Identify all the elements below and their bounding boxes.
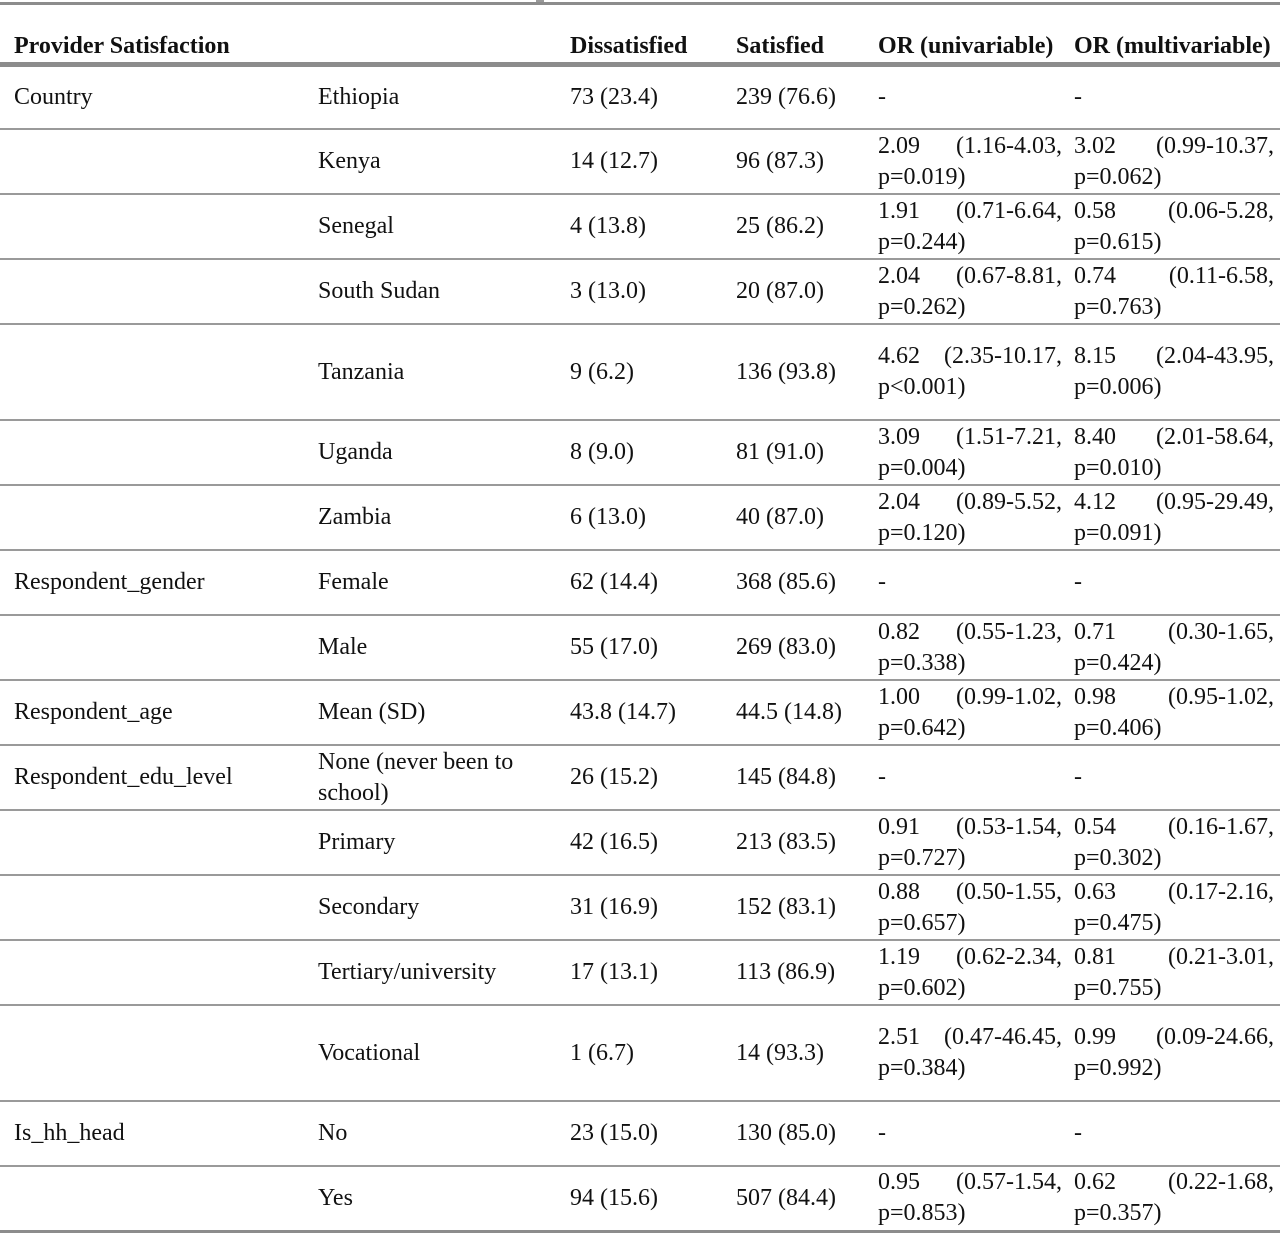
cell-variable: [0, 1166, 312, 1231]
cell-dissatisfied: 62 (14.4): [564, 550, 730, 615]
cell-or-multivariable: 3.02 (0.99-10.37, p=0.062): [1068, 129, 1280, 194]
cell-satisfied: 239 (76.6): [730, 64, 872, 129]
table-row: [0, 1166, 1280, 1231]
table-row: [0, 940, 1280, 1005]
cell-level: Secondary: [312, 875, 564, 940]
cell-dissatisfied: 23 (15.0): [564, 1101, 730, 1166]
cell-variable: [0, 259, 312, 324]
cell-satisfied: 269 (83.0): [730, 615, 872, 680]
cell-satisfied: 25 (86.2): [730, 194, 872, 259]
cell-level: Kenya: [312, 129, 564, 194]
cell-dissatisfied: 73 (23.4): [564, 64, 730, 129]
cell-satisfied: 96 (87.3): [730, 129, 872, 194]
cell-or-multivariable: 4.12 (0.95-29.49, p=0.091): [1068, 485, 1280, 550]
cell-satisfied: 14 (93.3): [730, 1005, 872, 1101]
cell-level: Zambia: [312, 485, 564, 550]
cell-or-univariable: 0.88 (0.50-1.55, p=0.657): [872, 875, 1068, 940]
cell-variable: [0, 1005, 312, 1101]
cell-dissatisfied: 55 (17.0): [564, 615, 730, 680]
cell-dissatisfied: 26 (15.2): [564, 745, 730, 810]
cell-or-univariable: 0.91 (0.53-1.54, p=0.727): [872, 810, 1068, 875]
cell-or-univariable: 0.95 (0.57-1.54, p=0.853): [872, 1166, 1068, 1231]
cell-variable: [0, 810, 312, 875]
cell-or-multivariable: 0.71 (0.30-1.65, p=0.424): [1068, 615, 1280, 680]
cell-level: Uganda: [312, 420, 564, 485]
cell-variable: [0, 420, 312, 485]
cell-dissatisfied: 31 (16.9): [564, 875, 730, 940]
cell-variable: Respondent_gender: [0, 550, 312, 615]
table-row: [0, 1005, 1280, 1101]
cell-or-multivariable: 0.62 (0.22-1.68, p=0.357): [1068, 1166, 1280, 1231]
cell-or-univariable: -: [872, 745, 1068, 810]
cell-satisfied: 20 (87.0): [730, 259, 872, 324]
cell-satisfied: 44.5 (14.8): [730, 680, 872, 745]
table-row: [0, 745, 1280, 810]
cell-variable: Respondent_age: [0, 680, 312, 745]
cell-or-univariable: 2.51 (0.47-46.45, p=0.384): [872, 1005, 1068, 1101]
table-row: [0, 485, 1280, 550]
cell-or-univariable: 1.00 (0.99-1.02, p=0.642): [872, 680, 1068, 745]
cell-level: South Sudan: [312, 259, 564, 324]
cell-level: Vocational: [312, 1005, 564, 1101]
cell-or-univariable: 3.09 (1.51-7.21, p=0.004): [872, 420, 1068, 485]
cell-or-multivariable: 8.15 (2.04-43.95, p=0.006): [1068, 324, 1280, 420]
cell-or-univariable: 4.62 (2.35-10.17, p<0.001): [872, 324, 1068, 420]
cell-satisfied: 136 (93.8): [730, 324, 872, 420]
table-row: [0, 324, 1280, 420]
cell-dissatisfied: 1 (6.7): [564, 1005, 730, 1101]
cell-level: Male: [312, 615, 564, 680]
table-row: [0, 194, 1280, 259]
cell-or-multivariable: 0.81 (0.21-3.01, p=0.755): [1068, 940, 1280, 1005]
cell-dissatisfied: 3 (13.0): [564, 259, 730, 324]
cell-or-multivariable: -: [1068, 550, 1280, 615]
cell-satisfied: 152 (83.1): [730, 875, 872, 940]
cell-level: None (never been to school): [312, 745, 564, 810]
cell-or-multivariable: -: [1068, 1101, 1280, 1166]
cell-satisfied: 40 (87.0): [730, 485, 872, 550]
cell-satisfied: 145 (84.8): [730, 745, 872, 810]
cell-variable: [0, 940, 312, 1005]
header-satisfied: Satisfied: [730, 5, 872, 64]
cell-variable: [0, 875, 312, 940]
cell-level: Tanzania: [312, 324, 564, 420]
cell-satisfied: 213 (83.5): [730, 810, 872, 875]
header-or-multivariable: OR (multivariable): [1068, 5, 1280, 64]
cell-satisfied: 507 (84.4): [730, 1166, 872, 1231]
cell-dissatisfied: 6 (13.0): [564, 485, 730, 550]
header-provider-satisfaction: Provider Satisfaction: [0, 5, 312, 64]
cell-dissatisfied: 9 (6.2): [564, 324, 730, 420]
cell-satisfied: 113 (86.9): [730, 940, 872, 1005]
cell-or-multivariable: 0.63 (0.17-2.16, p=0.475): [1068, 875, 1280, 940]
table-row: [0, 810, 1280, 875]
header-dissatisfied: Dissatisfied: [564, 5, 730, 64]
cell-variable: [0, 324, 312, 420]
table-row: [0, 420, 1280, 485]
cell-dissatisfied: 14 (12.7): [564, 129, 730, 194]
cell-dissatisfied: 4 (13.8): [564, 194, 730, 259]
cell-dissatisfied: 43.8 (14.7): [564, 680, 730, 745]
cell-or-univariable: 2.04 (0.67-8.81, p=0.262): [872, 259, 1068, 324]
provider-satisfaction-table: [0, 5, 1280, 1233]
cell-or-univariable: -: [872, 550, 1068, 615]
header-or-univariable: OR (univariable): [872, 5, 1068, 64]
cell-level: Female: [312, 550, 564, 615]
table-row: [0, 875, 1280, 940]
cell-satisfied: 130 (85.0): [730, 1101, 872, 1166]
cell-satisfied: 81 (91.0): [730, 420, 872, 485]
table-header-row: [0, 5, 1280, 64]
cell-or-multivariable: 0.98 (0.95-1.02, p=0.406): [1068, 680, 1280, 745]
cell-or-multivariable: -: [1068, 64, 1280, 129]
cell-level: Ethiopia: [312, 64, 564, 129]
table-row: [0, 1101, 1280, 1166]
cell-dissatisfied: 94 (15.6): [564, 1166, 730, 1231]
cell-level: No: [312, 1101, 564, 1166]
cell-variable: [0, 615, 312, 680]
cell-or-multivariable: 0.54 (0.16-1.67, p=0.302): [1068, 810, 1280, 875]
cell-or-univariable: 1.91 (0.71-6.64, p=0.244): [872, 194, 1068, 259]
cell-or-multivariable: 0.58 (0.06-5.28, p=0.615): [1068, 194, 1280, 259]
cell-level: Yes: [312, 1166, 564, 1231]
cell-or-univariable: -: [872, 64, 1068, 129]
cell-or-univariable: 2.04 (0.89-5.52, p=0.120): [872, 485, 1068, 550]
cell-variable: Country: [0, 64, 312, 129]
cell-or-univariable: -: [872, 1101, 1068, 1166]
table-row: [0, 550, 1280, 615]
cell-or-multivariable: -: [1068, 745, 1280, 810]
cell-level: Senegal: [312, 194, 564, 259]
cell-level: Tertiary/university: [312, 940, 564, 1005]
cell-or-multivariable: 8.40 (2.01-58.64, p=0.010): [1068, 420, 1280, 485]
table-row: [0, 615, 1280, 680]
cell-variable: Respondent_edu_level: [0, 745, 312, 810]
cell-level: Mean (SD): [312, 680, 564, 745]
table-row: [0, 680, 1280, 745]
cell-variable: [0, 194, 312, 259]
cell-dissatisfied: 17 (13.1): [564, 940, 730, 1005]
cell-satisfied: 368 (85.6): [730, 550, 872, 615]
cell-variable: [0, 129, 312, 194]
cell-dissatisfied: 8 (9.0): [564, 420, 730, 485]
cell-level: Primary: [312, 810, 564, 875]
cell-or-multivariable: 0.99 (0.09-24.66, p=0.992): [1068, 1005, 1280, 1101]
cell-or-univariable: 2.09 (1.16-4.03, p=0.019): [872, 129, 1068, 194]
table-row: [0, 259, 1280, 324]
table-row: [0, 64, 1280, 129]
cell-variable: Is_hh_head: [0, 1101, 312, 1166]
cell-variable: [0, 485, 312, 550]
cell-or-univariable: 1.19 (0.62-2.34, p=0.602): [872, 940, 1068, 1005]
cell-dissatisfied: 42 (16.5): [564, 810, 730, 875]
table-row: [0, 129, 1280, 194]
header-level: [312, 5, 564, 64]
cell-or-univariable: 0.82 (0.55-1.23, p=0.338): [872, 615, 1068, 680]
cell-or-multivariable: 0.74 (0.11-6.58, p=0.763): [1068, 259, 1280, 324]
